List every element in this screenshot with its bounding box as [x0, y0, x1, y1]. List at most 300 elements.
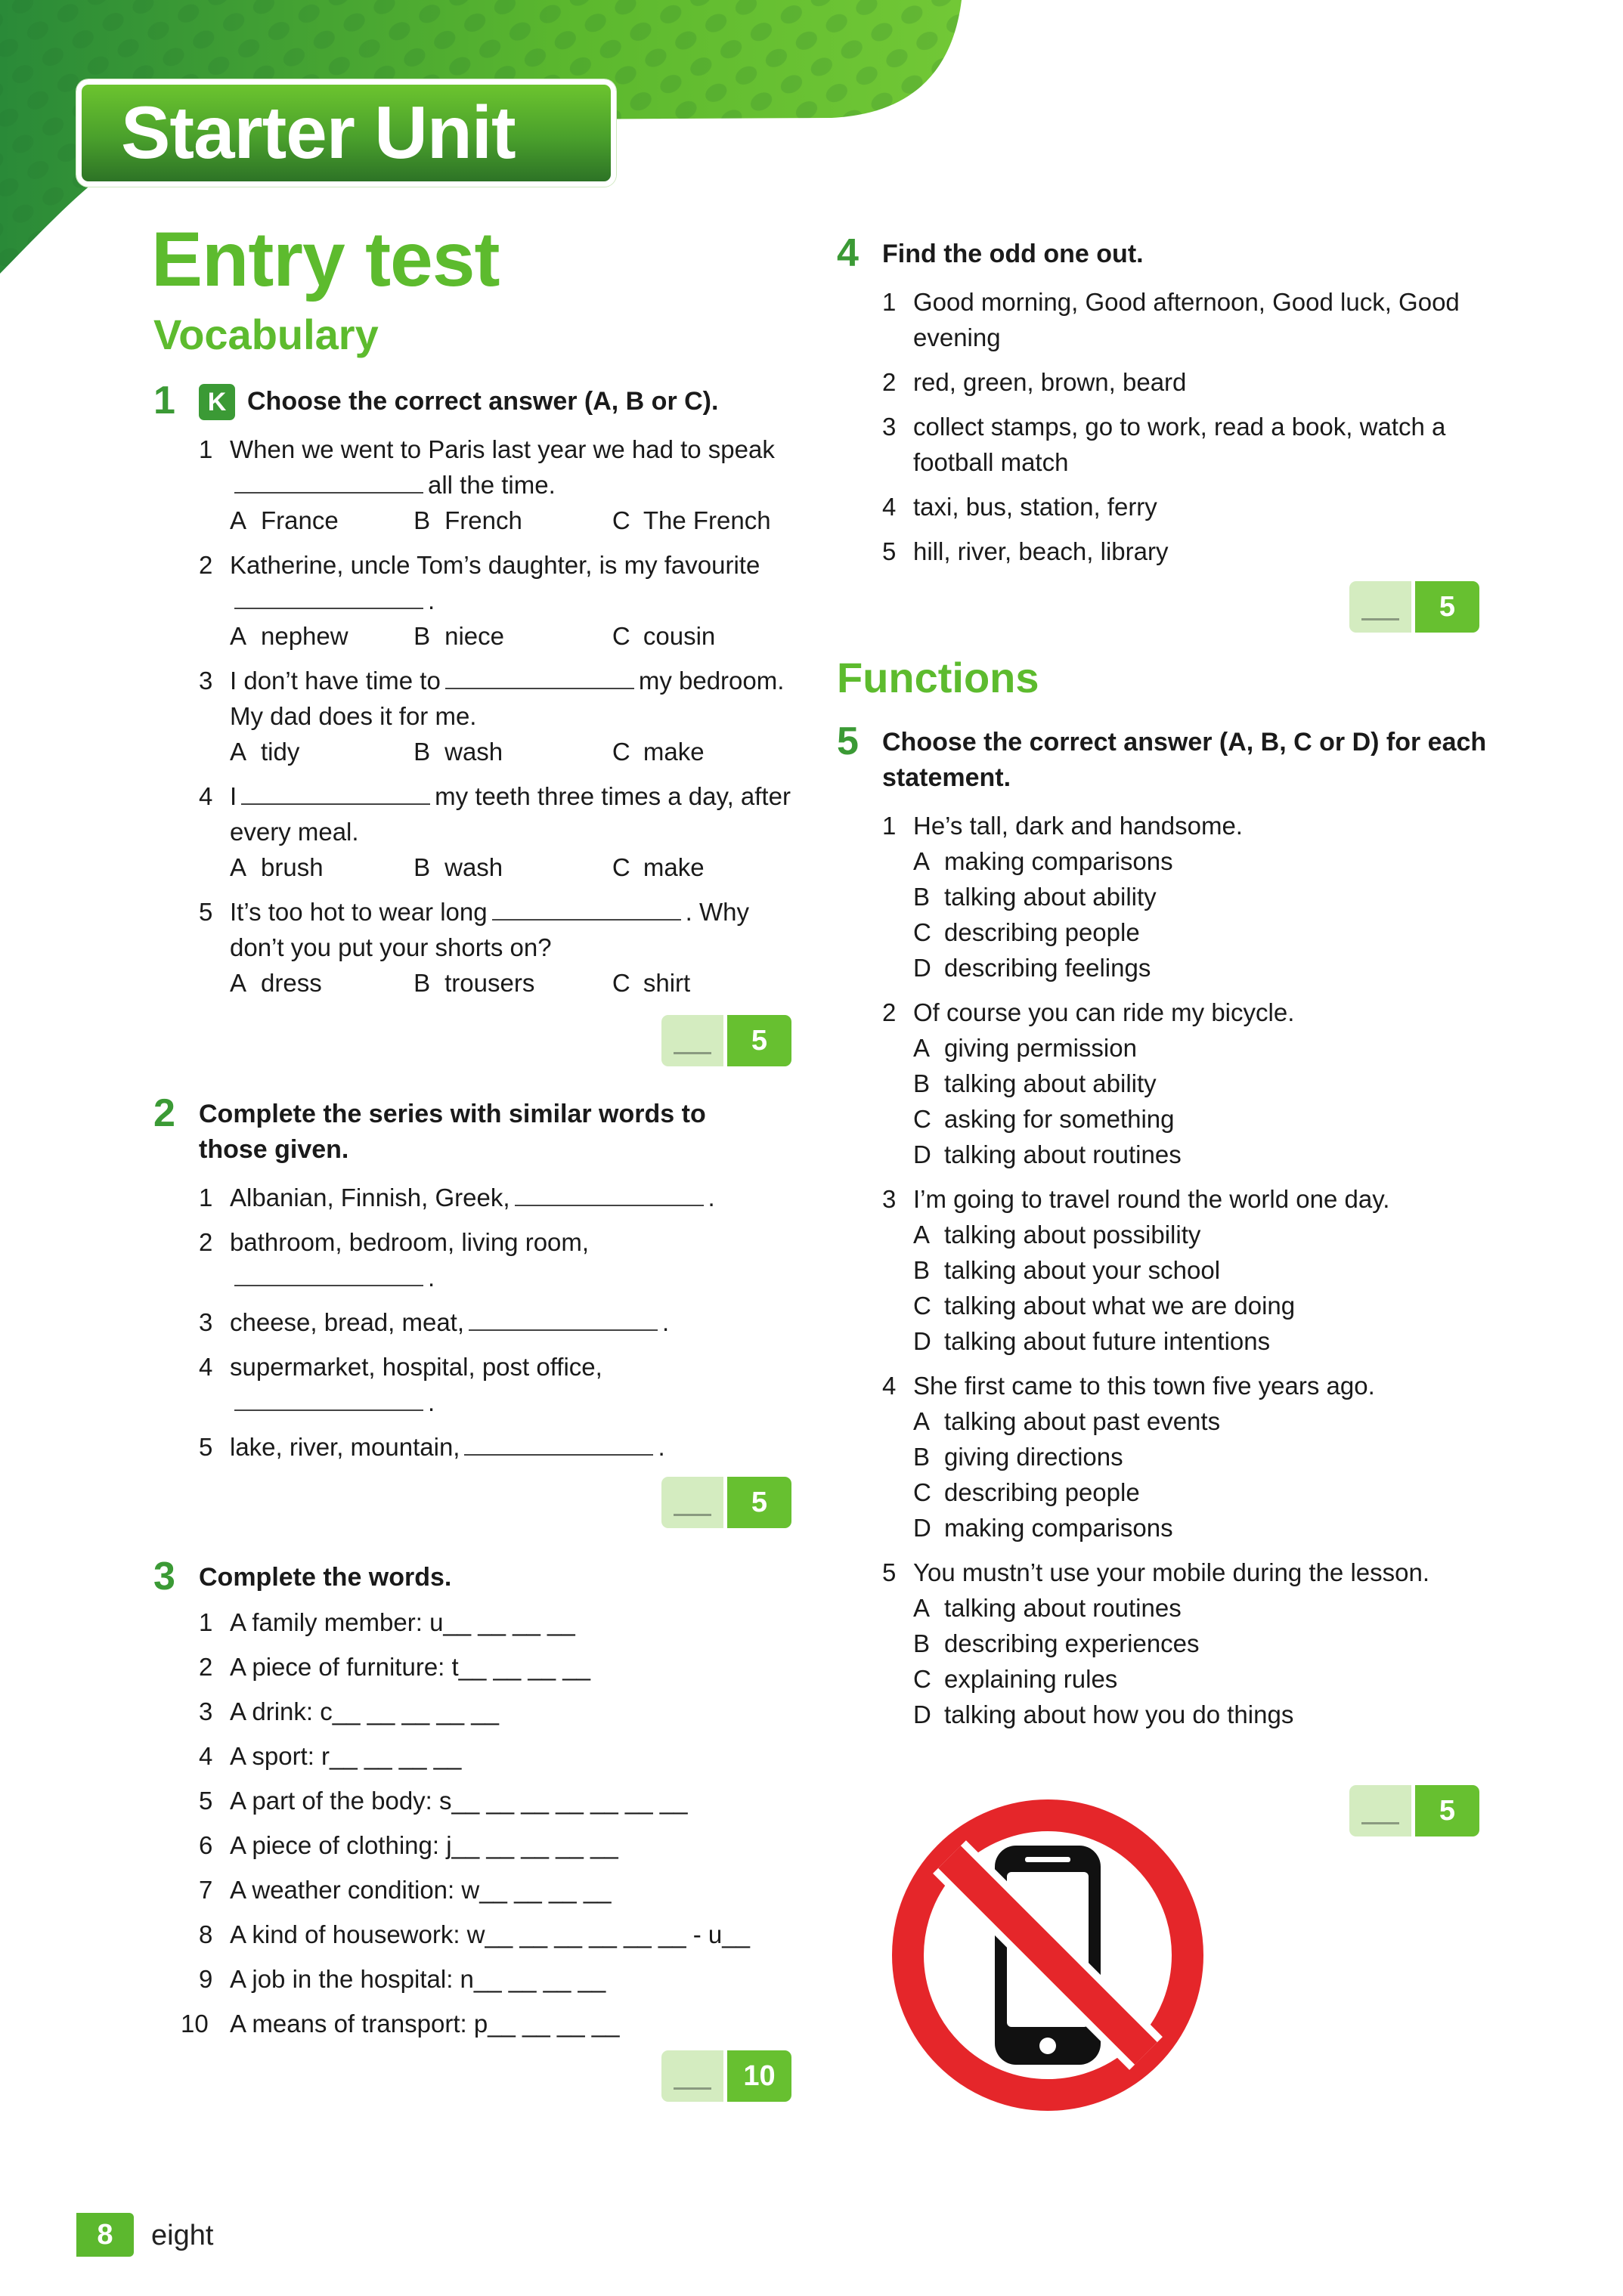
- answer-option[interactable]: [913, 1137, 1487, 1172]
- option-letter: B: [913, 883, 931, 911]
- list-item: [199, 1224, 773, 1295]
- item-number: 4: [882, 493, 897, 521]
- option-text: talking about what we are doing: [944, 1292, 1296, 1320]
- option-letter: C: [612, 853, 630, 881]
- list-item: [199, 1349, 773, 1420]
- answer-blank[interactable]: [241, 781, 430, 805]
- option-letter: B: [413, 506, 431, 534]
- option-text: niece: [444, 622, 505, 650]
- answer-options: [230, 965, 796, 1001]
- list-item: [199, 432, 796, 538]
- option-text: nephew: [261, 622, 348, 650]
- list-item: [882, 1555, 1487, 1732]
- option-text: talking about how you do things: [944, 1700, 1294, 1728]
- option-text: giving permission: [944, 1034, 1137, 1062]
- option-text: shirt: [643, 969, 691, 997]
- item-number: 4: [199, 782, 213, 810]
- item-text: [230, 1738, 796, 1774]
- item-text: [230, 1961, 796, 1997]
- answer-option[interactable]: [913, 1217, 1487, 1252]
- score-max: 5: [1415, 581, 1479, 633]
- list-item: [199, 894, 796, 1001]
- exercise-instruction: Complete the words.: [199, 1563, 452, 1592]
- item-number: 5: [199, 898, 213, 926]
- answer-option[interactable]: [612, 618, 796, 654]
- item-text: Good morning, Good afternoon, Good luck, Good evening: [913, 288, 1460, 351]
- item-text: A kind of housework: w__ __ __ __ __ __ - u__: [230, 1920, 750, 1948]
- exercise-heading: [153, 1555, 796, 1598]
- section-title-functions: Functions: [837, 654, 1039, 701]
- option-text: talking about possibility: [944, 1221, 1201, 1249]
- option-letter: C: [612, 622, 630, 650]
- option-text: brush: [261, 853, 324, 881]
- list-item: [199, 1694, 796, 1729]
- item-number: 1: [199, 1184, 213, 1211]
- option-text: talking about past events: [944, 1407, 1221, 1435]
- answer-blank[interactable]: [492, 896, 681, 921]
- item-text: A part of the body: s__ __ __ __ __ __ __: [230, 1787, 688, 1815]
- item-text-after: my bedroom. My dad does it for me.: [230, 667, 785, 730]
- item-text: taxi, bus, station, ferry: [913, 493, 1157, 521]
- score-max: 5: [727, 1477, 791, 1528]
- item-text: [913, 489, 1487, 524]
- item-text: [230, 1649, 796, 1685]
- option-text: talking about future intentions: [944, 1327, 1271, 1355]
- option-text: make: [643, 738, 705, 766]
- score-box-ex5: [1349, 1785, 1479, 1836]
- answer-option[interactable]: [612, 965, 796, 1001]
- exercise-number: 2: [153, 1091, 175, 1135]
- option-letter: A: [913, 1594, 931, 1622]
- list-item: [199, 1604, 796, 1640]
- item-number: 3: [199, 1697, 213, 1725]
- item-text-before: lake, river, mountain,: [230, 1433, 460, 1461]
- answer-option[interactable]: [913, 950, 1487, 986]
- answer-option[interactable]: [913, 1661, 1487, 1697]
- list-item: [199, 1783, 796, 1818]
- item-number: 1: [199, 1608, 213, 1636]
- exercise-heading: [837, 231, 1487, 275]
- answer-blank[interactable]: [234, 585, 423, 609]
- exercise-number: 1: [153, 379, 175, 422]
- exercise-number: 3: [153, 1555, 175, 1598]
- option-letter: A: [913, 1034, 931, 1062]
- item-text-after: .: [428, 1264, 435, 1292]
- option-letter: B: [913, 1256, 931, 1284]
- item-text: collect stamps, go to work, read a book, watch a football match: [913, 413, 1446, 476]
- option-text: talking about routines: [944, 1594, 1182, 1622]
- exercise-4: [837, 231, 1487, 578]
- exercise-instruction: Complete the series with similar words to those given.: [199, 1100, 706, 1164]
- exercise-5: [837, 719, 1487, 1741]
- list-item: [199, 1180, 773, 1215]
- answer-option[interactable]: [230, 618, 413, 654]
- item-text: [230, 1429, 773, 1465]
- answer-options: [913, 1030, 1487, 1172]
- score-input[interactable]: [1349, 1785, 1411, 1836]
- answer-option[interactable]: [413, 734, 612, 769]
- list-item: [882, 364, 1487, 400]
- option-letter: C: [612, 969, 630, 997]
- item-number: 3: [882, 413, 897, 441]
- item-text-after: .: [658, 1433, 665, 1461]
- option-text: trousers: [444, 969, 535, 997]
- item-list: [153, 432, 796, 1001]
- item-text: She first came to this town five years ago.: [913, 1372, 1375, 1400]
- item-text: A piece of clothing: j__ __ __ __ __: [230, 1831, 618, 1859]
- item-text: [230, 1917, 796, 1952]
- item-text: A drink: c__ __ __ __ __: [230, 1697, 499, 1725]
- answer-option[interactable]: [612, 503, 796, 538]
- item-number: 1: [882, 812, 897, 840]
- option-letter: B: [913, 1069, 931, 1097]
- option-letter: A: [913, 1407, 931, 1435]
- item-number: 2: [199, 1228, 213, 1256]
- answer-option[interactable]: [913, 1626, 1487, 1661]
- option-text: wash: [444, 853, 503, 881]
- list-item: [882, 489, 1487, 524]
- item-text-after: .: [428, 1388, 435, 1416]
- list-item: [199, 1649, 796, 1685]
- item-list: [153, 1180, 773, 1465]
- answer-option[interactable]: [413, 618, 612, 654]
- item-text: [230, 432, 796, 503]
- item-number: 1: [199, 435, 213, 463]
- option-text: dress: [261, 969, 322, 997]
- list-item: [882, 284, 1487, 355]
- item-text-before: cheese, bread, meat,: [230, 1308, 465, 1336]
- item-text-after: .: [662, 1308, 670, 1336]
- item-number: 9: [199, 1965, 213, 1993]
- answer-option[interactable]: [913, 1030, 1487, 1066]
- option-letter: C: [612, 738, 630, 766]
- answer-options: [913, 1590, 1487, 1732]
- item-text: [230, 1180, 773, 1215]
- list-item: [199, 1961, 796, 1997]
- option-letter: C: [913, 1665, 931, 1693]
- item-number: 3: [199, 1308, 213, 1336]
- item-text: hill, river, beach, library: [913, 537, 1169, 565]
- item-number: 4: [199, 1742, 213, 1770]
- key-badge-icon: K: [199, 384, 235, 420]
- score-box-ex1: [661, 1015, 791, 1066]
- item-text-before: bathroom, bedroom, living room,: [230, 1228, 590, 1256]
- answer-option[interactable]: [413, 849, 612, 885]
- answer-option[interactable]: [913, 1474, 1487, 1510]
- score-max: 5: [1415, 1785, 1479, 1836]
- option-letter: C: [612, 506, 630, 534]
- list-item: [199, 1738, 796, 1774]
- section-title-vocabulary: Vocabulary: [153, 311, 379, 358]
- unit-title-box: [76, 79, 616, 187]
- option-text: talking about ability: [944, 1069, 1157, 1097]
- item-text-before: I don’t have time to: [230, 667, 441, 695]
- option-letter: A: [230, 969, 247, 997]
- option-letter: C: [913, 1105, 931, 1133]
- answer-options: [230, 734, 796, 769]
- option-text: making comparisons: [944, 847, 1173, 875]
- item-text: [230, 1304, 773, 1340]
- answer-option[interactable]: [913, 879, 1487, 914]
- option-text: wash: [444, 738, 503, 766]
- list-item: [199, 778, 796, 885]
- exercise-number: 4: [837, 231, 859, 275]
- exercise-instruction: Choose the correct answer (A, B, C or D) for each statement.: [882, 728, 1487, 792]
- item-text: [913, 364, 1487, 400]
- option-text: giving directions: [944, 1443, 1123, 1471]
- answer-option[interactable]: [913, 914, 1487, 950]
- item-number: 4: [882, 1372, 897, 1400]
- answer-blank[interactable]: [445, 665, 634, 689]
- no-mobile-phone-icon: [889, 1796, 1206, 2114]
- answer-blank[interactable]: [515, 1182, 704, 1206]
- answer-option[interactable]: [913, 1590, 1487, 1626]
- exercise-heading: [837, 719, 1487, 796]
- answer-option[interactable]: [230, 734, 413, 769]
- option-text: making comparisons: [944, 1514, 1173, 1542]
- item-text-before: I: [230, 782, 237, 810]
- score-input[interactable]: [661, 1477, 723, 1528]
- item-text: A family member: u__ __ __ __: [230, 1608, 575, 1636]
- answer-option[interactable]: [230, 503, 413, 538]
- answer-options: [913, 843, 1487, 986]
- answer-option[interactable]: [913, 1101, 1487, 1137]
- option-text: describing feelings: [944, 954, 1151, 982]
- item-number: 5: [199, 1787, 213, 1815]
- option-letter: A: [230, 622, 247, 650]
- option-letter: D: [913, 954, 931, 982]
- answer-option[interactable]: [913, 1439, 1487, 1474]
- item-number: 5: [199, 1433, 213, 1461]
- unit-title: Starter Unit: [121, 91, 516, 174]
- option-letter: A: [230, 506, 247, 534]
- item-number: 3: [882, 1185, 897, 1213]
- item-text: [230, 1783, 796, 1818]
- list-item: [199, 547, 796, 654]
- item-text-before: It’s too hot to wear long: [230, 898, 488, 926]
- exercise-2: [153, 1091, 773, 1474]
- option-text: cousin: [643, 622, 716, 650]
- item-text: A sport: r__ __ __ __: [230, 1742, 462, 1770]
- list-item: [882, 409, 1487, 480]
- exercise-3: [153, 1555, 796, 2050]
- item-text-before: Katherine, uncle Tom’s daughter, is my favourite: [230, 551, 760, 579]
- option-letter: A: [230, 738, 247, 766]
- answer-option[interactable]: [913, 1252, 1487, 1288]
- answer-blank[interactable]: [464, 1431, 653, 1456]
- score-input[interactable]: [661, 1015, 723, 1066]
- option-letter: B: [413, 969, 431, 997]
- score-max: 5: [727, 1015, 791, 1066]
- item-text: [230, 894, 796, 965]
- score-box-ex3: [661, 2050, 791, 2102]
- exercise-number: 5: [837, 719, 859, 763]
- item-text: [230, 1827, 796, 1863]
- option-letter: D: [913, 1514, 931, 1542]
- answer-options: [913, 1217, 1487, 1359]
- list-item: [199, 1304, 773, 1340]
- option-letter: D: [913, 1327, 931, 1355]
- answer-blank[interactable]: [469, 1307, 658, 1331]
- list-item: [199, 1429, 773, 1465]
- item-number: 8: [199, 1920, 213, 1948]
- item-number: 1: [882, 288, 897, 316]
- answer-option[interactable]: [913, 843, 1487, 879]
- item-number: 5: [882, 537, 897, 565]
- option-text: asking for something: [944, 1105, 1175, 1133]
- answer-option[interactable]: [913, 1403, 1487, 1439]
- answer-options: [230, 618, 796, 654]
- item-text: A weather condition: w__ __ __ __: [230, 1876, 612, 1904]
- item-text: red, green, brown, beard: [913, 368, 1187, 396]
- item-text: [230, 2006, 796, 2041]
- list-item: [882, 1368, 1487, 1546]
- item-text: [230, 663, 796, 734]
- item-text: A job in the hospital: n__ __ __ __: [230, 1965, 606, 1993]
- option-text: talking about routines: [944, 1140, 1182, 1168]
- item-text-before: Albanian, Finnish, Greek,: [230, 1184, 510, 1211]
- answer-option[interactable]: [413, 965, 612, 1001]
- item-text-before: When we went to Paris last year we had to speak: [230, 435, 775, 463]
- score-input[interactable]: [661, 2050, 723, 2102]
- option-text: describing people: [944, 1478, 1140, 1506]
- answer-blank[interactable]: [234, 469, 423, 494]
- option-letter: B: [413, 738, 431, 766]
- option-letter: D: [913, 1700, 931, 1728]
- answer-options: [913, 1403, 1487, 1546]
- item-text: [230, 1872, 796, 1908]
- item-text: [230, 547, 796, 618]
- item-number: 10: [181, 2010, 209, 2038]
- answer-blank[interactable]: [234, 1387, 423, 1411]
- exercise-heading: [153, 1091, 773, 1168]
- answer-option[interactable]: [413, 503, 612, 538]
- exercise-1: [153, 379, 796, 1010]
- item-text: [230, 1694, 796, 1729]
- score-box-ex4: [1349, 581, 1479, 633]
- answer-option[interactable]: [230, 965, 413, 1001]
- list-item: [882, 1181, 1487, 1359]
- option-text: talking about your school: [944, 1256, 1221, 1284]
- page-number: 8: [76, 2213, 134, 2257]
- list-item: [882, 808, 1487, 986]
- option-letter: B: [913, 1629, 931, 1657]
- answer-option[interactable]: [230, 849, 413, 885]
- option-text: make: [643, 853, 705, 881]
- item-text-before: supermarket, hospital, post office,: [230, 1353, 602, 1381]
- exercise-instruction: Find the odd one out.: [882, 240, 1144, 268]
- item-text-after: . Why don’t you put your shorts on?: [230, 898, 749, 961]
- answer-option[interactable]: [612, 849, 796, 885]
- item-number: 6: [199, 1831, 213, 1859]
- item-text: [913, 995, 1487, 1030]
- item-text: [230, 778, 796, 849]
- answer-options: [230, 849, 796, 885]
- item-list: [837, 808, 1487, 1732]
- item-text: [913, 284, 1487, 355]
- option-text: France: [261, 506, 339, 534]
- list-item: [199, 1872, 796, 1908]
- item-number: 2: [199, 551, 213, 579]
- item-text: He’s tall, dark and handsome.: [913, 812, 1243, 840]
- item-text-after: all the time.: [428, 471, 556, 499]
- item-number: 2: [199, 1653, 213, 1681]
- item-number: 2: [882, 368, 897, 396]
- score-box-ex2: [661, 1477, 791, 1528]
- option-letter: C: [913, 918, 931, 946]
- item-number: 7: [199, 1876, 213, 1904]
- option-text: describing experiences: [944, 1629, 1200, 1657]
- option-letter: C: [913, 1292, 931, 1320]
- list-item: [181, 2006, 796, 2041]
- option-letter: A: [230, 853, 247, 881]
- answer-blank[interactable]: [234, 1262, 423, 1286]
- item-text: A means of transport: p__ __ __ __: [230, 2010, 620, 2038]
- exercise-instruction: Choose the correct answer (A, B or C).: [247, 387, 719, 416]
- option-letter: D: [913, 1140, 931, 1168]
- option-letter: B: [413, 622, 431, 650]
- item-number: 5: [882, 1558, 897, 1586]
- item-text: [913, 1555, 1487, 1590]
- option-text: The French: [643, 506, 771, 534]
- option-letter: A: [913, 1221, 931, 1249]
- answer-options: [230, 503, 796, 538]
- option-text: tidy: [261, 738, 300, 766]
- option-text: French: [444, 506, 522, 534]
- list-item: [199, 1827, 796, 1863]
- item-text: [230, 1604, 796, 1640]
- option-text: talking about ability: [944, 883, 1157, 911]
- item-text: [230, 1349, 773, 1420]
- answer-option[interactable]: [913, 1066, 1487, 1101]
- item-text-after: my teeth three times a day, after every meal.: [230, 782, 791, 846]
- item-text: I’m going to travel round the world one day.: [913, 1185, 1390, 1213]
- item-text: [913, 534, 1487, 569]
- item-number: 2: [882, 998, 897, 1026]
- list-item: [882, 995, 1487, 1172]
- score-max: 10: [727, 2050, 791, 2102]
- item-text: A piece of furniture: t__ __ __ __: [230, 1653, 591, 1681]
- item-text-after: .: [428, 586, 435, 614]
- item-text: Of course you can ride my bicycle.: [913, 998, 1295, 1026]
- item-text-after: .: [708, 1184, 715, 1211]
- item-text: [913, 808, 1487, 843]
- item-text: [913, 1181, 1487, 1217]
- item-text: [913, 409, 1487, 480]
- item-text: [230, 1224, 773, 1295]
- item-text: [913, 1368, 1487, 1403]
- page-title: Entry test: [151, 216, 500, 302]
- page-number-word: eight: [151, 2220, 214, 2251]
- item-list: [837, 284, 1487, 569]
- answer-option[interactable]: [913, 1510, 1487, 1546]
- answer-option[interactable]: [913, 1697, 1487, 1732]
- option-letter: A: [913, 847, 931, 875]
- score-input[interactable]: [1349, 581, 1411, 633]
- option-letter: B: [913, 1443, 931, 1471]
- answer-option[interactable]: [913, 1323, 1487, 1359]
- option-letter: C: [913, 1478, 931, 1506]
- item-number: 4: [199, 1353, 213, 1381]
- exercise-heading: [153, 379, 796, 422]
- option-text: explaining rules: [944, 1665, 1118, 1693]
- option-text: describing people: [944, 918, 1140, 946]
- answer-option[interactable]: [612, 734, 796, 769]
- answer-option[interactable]: [913, 1288, 1487, 1323]
- list-item: [199, 1917, 796, 1952]
- option-letter: B: [413, 853, 431, 881]
- item-text: You mustn’t use your mobile during the lesson.: [913, 1558, 1430, 1586]
